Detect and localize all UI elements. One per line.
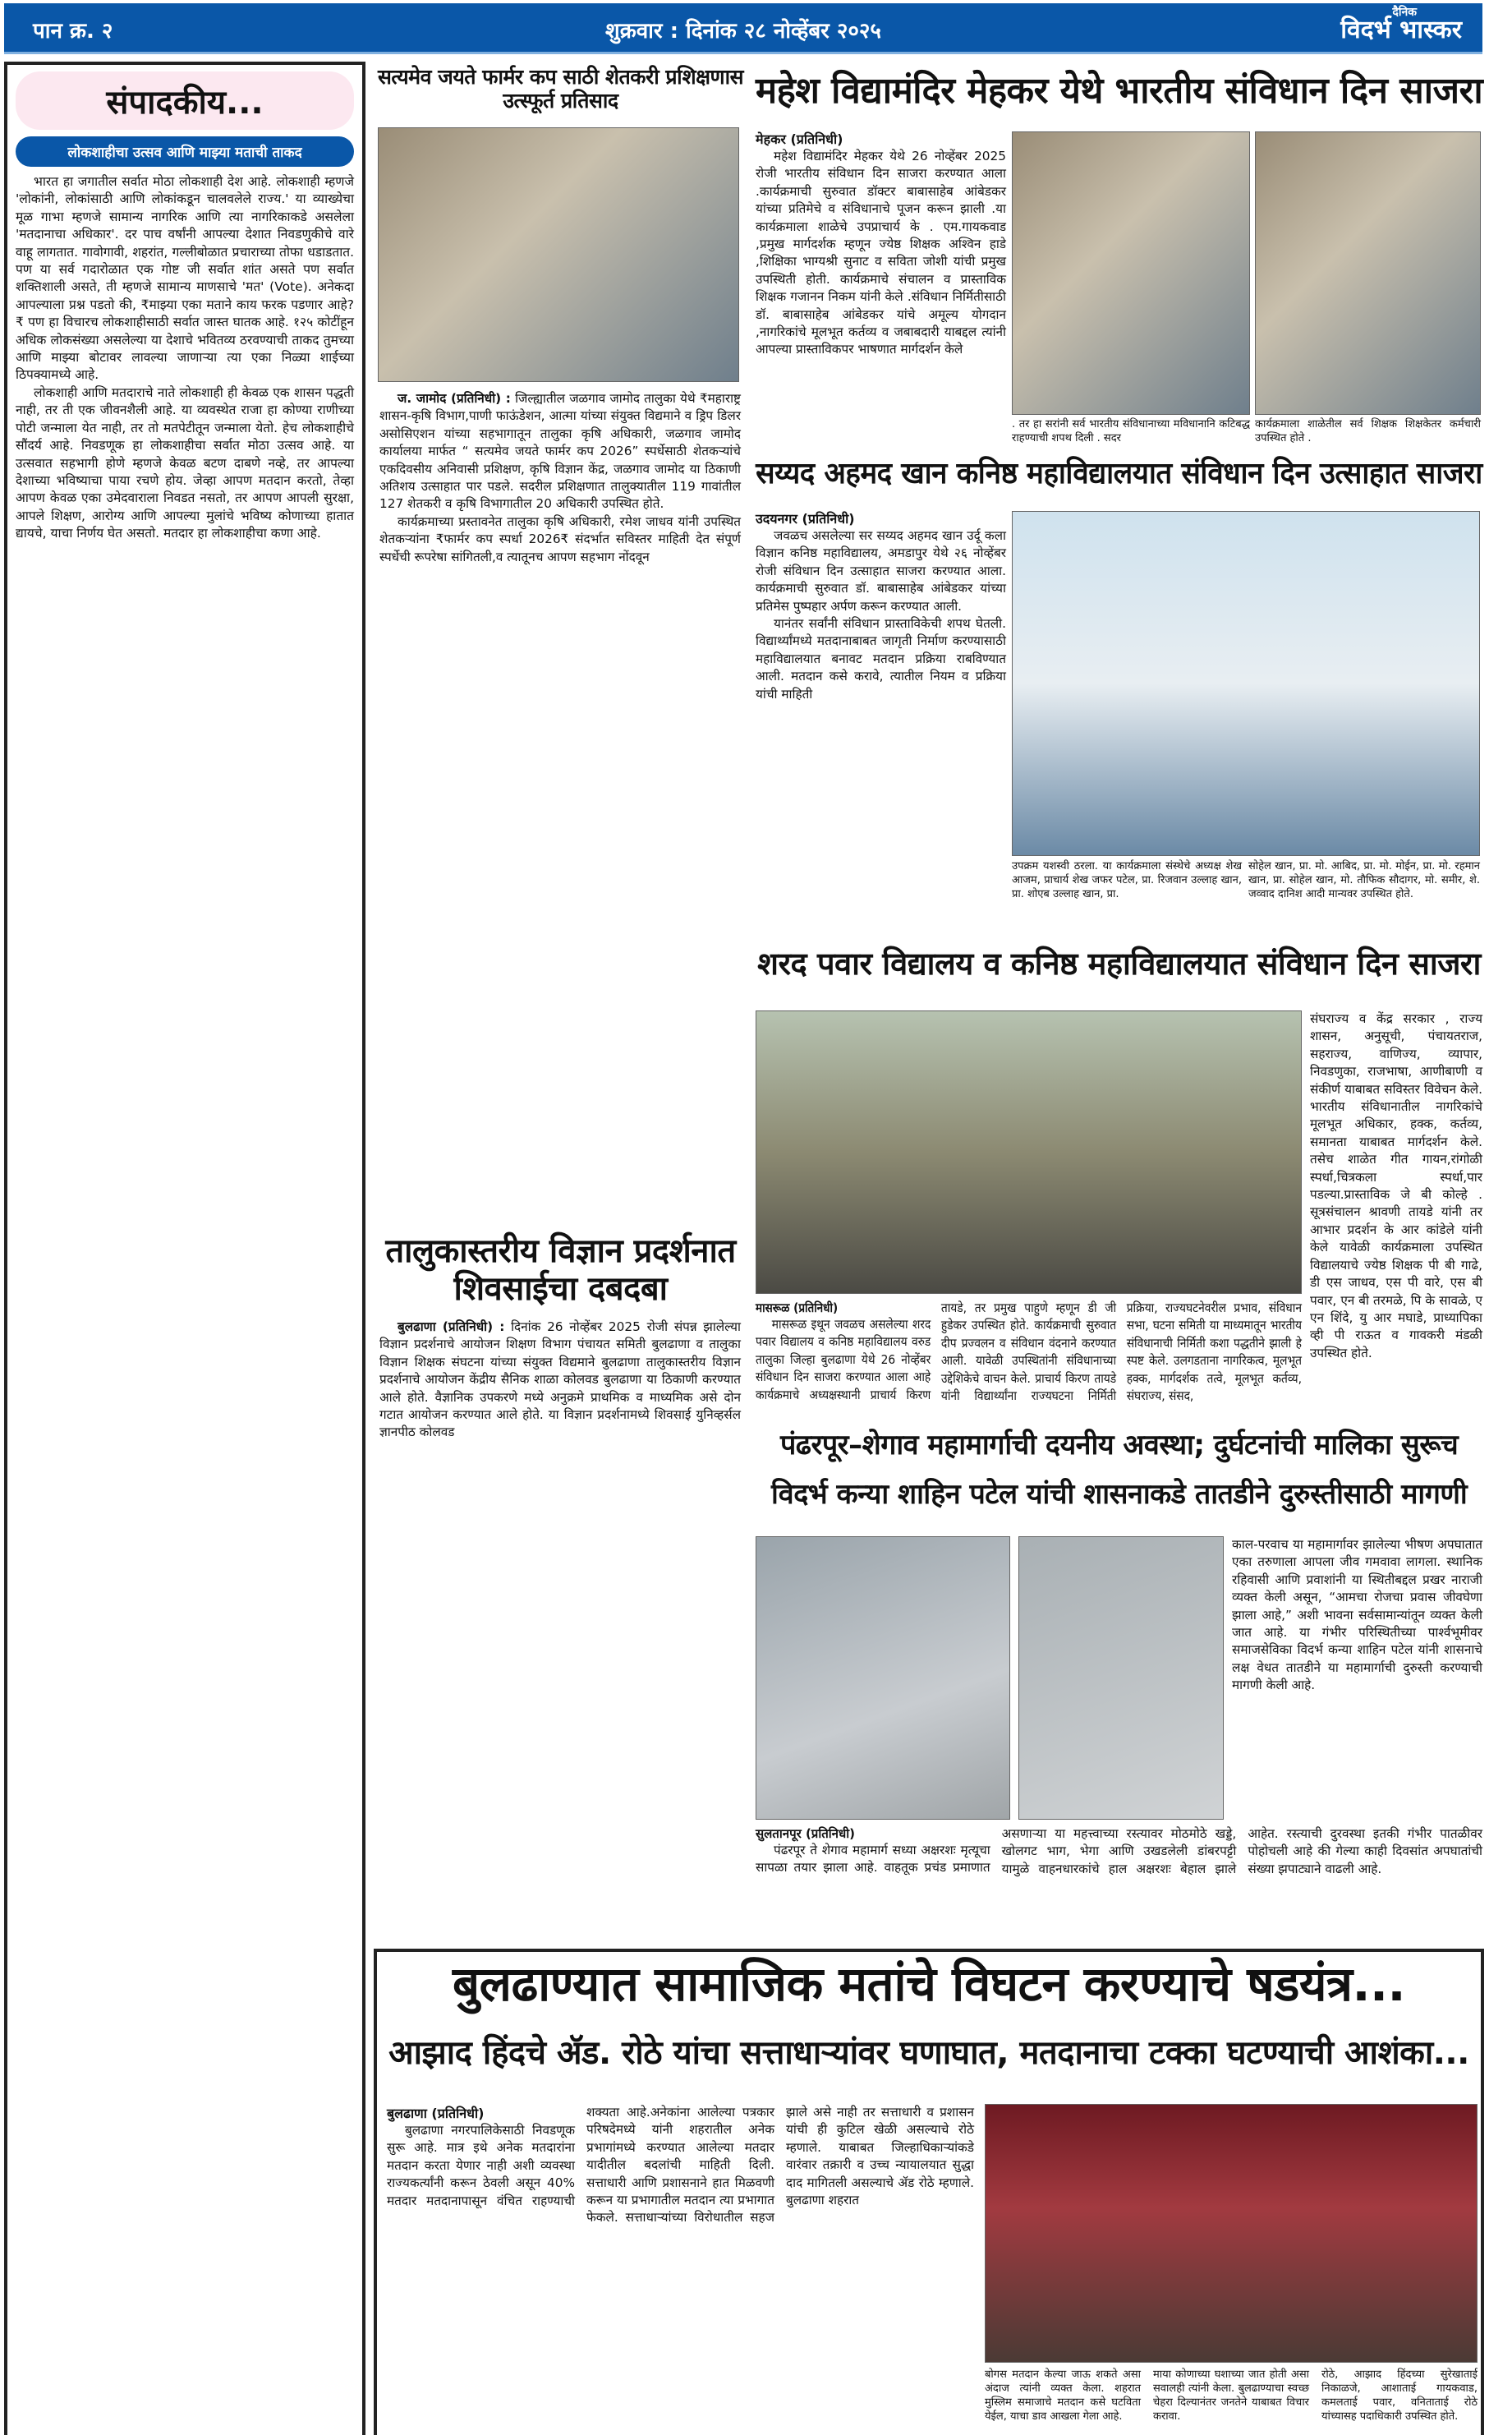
highway-photo-2 — [1018, 1536, 1224, 1820]
pandharpur-side-text: काल-परवाच या महामार्गावर झालेल्या भीषण अपघातात एका तरुणाला आपला जीव गमवावा लागला. स्थानिक रहिवासी आणि प्रवाशांनी या स्थितीबद्दल प्रखर नाराजी व्यक्त केली असून, “आमचा रोजचा प्रवास जीवघेणा झाला आहे,” अशी भावना सर्वसामान्यांतून व्यक्त केली जात आहे. या गंभीर परिस्थितीच्या पार्श्वभूमीवर समाजसेविका विदर्भ कन्या शाहिन पटेल यांनी शासनाचे लक्ष वेधत तातडीने या महामार्गाची दुरुस्ती करण्याची मागणी केली आहे. — [1232, 1537, 1482, 1693]
syed-caption-1: उपक्रम यशस्वी ठरला. या कार्यक्रमाला संस्थेचे अध्यक्ष शेख आजम, प्राचार्य शेख जफर पटेल, प्रा. रिजवान उल्लाह खान, प्रा. शोएब उल्लाह खान, प्रा. — [1012, 860, 1242, 900]
sharad-headline-box — [756, 946, 1482, 1001]
sharad-headline: शरद पवार विद्यालय व कनिष्ठ महाविद्यालयात संविधान दिन साजरा — [757, 946, 1481, 982]
farmer-article: ज. जामोद (प्रतिनिधी) : जिल्ह्यातील जळगाव जामोद तालुका येथे ₹महाराष्ट्र शासन-कृषि विभाग,पाणी फाऊंडेशन, आत्मा यांच्या संयुक्त विद्यमाने व ड्रिप डिलर असोसिएशन यांच्या सहभागातून तालुका कृषि अधिकारी, जळगाव जामोद कार्यालया मार्फत “ सत्यमेव जयते फार्मर कप 2026” स्पर्धेसाठी शेतकऱ्यांचे एकदिवसीय अनिवासी प्रशिक्षण, कृषि विज्ञान केंद्र, जळगाव जामोद या ठिकाणी अतिशय उत्साहात पार पडले. सदरील प्रशिक्षणात तालुक्यातील 119 गावांतील 127 शेतकरी व कृषि विभागातील 20 अधिकारी उपस्थित होते. कार्यक्रमाच्या प्रस्तावनेत तालुका कृषि अधिकारी, रमेश जाधव यांनी उपस्थित शेतकऱ्यांना ₹फार्मर कप स्पर्धा 2026₹ संदर्भात सविस्तर माहिती देत संपूर्ण स्पर्धेची रूपरेषा सांगितली,व त्यातूनच आपण सहभाग नोंदवून — [379, 391, 741, 564]
syed-caption-2-box — [1248, 859, 1480, 938]
page-number: पान क्र. २ — [33, 19, 113, 44]
editorial-title: संपादकीय... — [16, 71, 354, 130]
sharad-side-text: संघराज्य व केंद्र सरकार , राज्य शासन, अनुसूची, पंचायतराज, सहराज्य, वाणिज्य, व्यापार, निवडणुका, राजभाषा, आणीबाणी व संकीर्ण याबाबत सविस्तर विवेचन केले. भारतीय संविधानातील नागरिकांचे मूलभूत अधिकार, हक्क, कर्तव्य, समानता याबाबत मार्गदर्शन केले. तसेच शाळेत गीत गायन,रांगोळी स्पर्धा,चित्रकला स्पर्धा,पार पडल्या.प्रास्ताविक जे बी कोल्हे . सूत्रसंचालन श्रावणी तायडे यांनी तर आभार प्रदर्शन के आर कांडेले यांनी केले यावेळी कार्यक्रमाला उपस्थित विद्यालयाचे ज्येष्ठ शिक्षक पी बी गाढे, डी एस जाधव, एस पी वारे, एस बी पवार, एन बी तरमळे, पि के सावळे, ए एन शिंदे, यु आर मघाडे, प्राध्यापिका व्ही पी राऊत व गावकरी मंडळी उपस्थित होते. — [1310, 1011, 1482, 1360]
science-article: बुलढाणा (प्रतिनिधी) : दिनांक 26 नोव्हेंबर 2025 रोजी संपन्न झालेल्या विज्ञान प्रदर्शनाचे आयोजन शिक्षण विभाग पंचायत समिती बुलढाणा व तालुका विज्ञान शिक्षक संघटना यांच्या संयुक्त विद्यमाने बुलढाणा तालुकास्तरीय विज्ञान प्रदर्शनाचे आयोजन केंद्रीय सैनिक शाळा कोलवड बुलढाणा या ठिकाणी करण्यात आले होते. वैज्ञानिक उपकरणे मध्ये अनुक्रमे प्राथमिक व माध्यमिक असे दोन गटात आयोजन करण्यात आले होते. या विज्ञान प्रदर्शनामध्ये शिवसाई युनिव्हर्सल ज्ञानपीठ कोलवड — [379, 1319, 741, 1440]
pandharpur-headline-2-box — [756, 1479, 1482, 1521]
buldhana-caption-2-box — [1153, 2368, 1309, 2432]
buldhana-caption-3: रोठे, आझाद हिंदच्या सुरेखाताई निकाळजे, आशाताई गायकवाड, कमलताई पवार, वनिताताई रोठे यांच्यासह पदाधिकारी उपस्थित होते. — [1321, 2368, 1478, 2423]
science-headline: तालुकास्तरीय विज्ञान प्रदर्शनात शिवसाईचा दबदबा — [385, 1232, 736, 1308]
mahesh-headline-box — [756, 71, 1482, 120]
mahesh-caption-2-box — [1255, 417, 1481, 452]
issue-date: शुक्रवार : दिनांक २८ नोव्हेंबर २०२५ — [605, 19, 881, 44]
science-headline-box — [378, 1232, 743, 1313]
buldhana-caption-3-box — [1321, 2368, 1478, 2432]
syed-caption-1-box — [1012, 859, 1242, 938]
press-conference-photo — [985, 2104, 1478, 2363]
pandharpur-headline-2: विदर्भ कन्या शाहिन पटेल यांची शासनाकडे तातडीने दुरुस्तीसाठी मागणी — [771, 1478, 1468, 1511]
pandharpur-headline-1: पंढरपूर–शेगाव महामार्गाची दयनीय अवस्था; दुर्घटनांची मालिका सुरूच — [780, 1429, 1459, 1461]
buldhana-article: बुलढाणा (प्रतिनिधी) बुलढाणा नगरपालिकेसाठी निवडणूक सुरू आहे. मात्र इथे अनेक मतदारांना मतदान करता येणार नाही अशी व्यवस्था राज्यकर्त्यांनी करून ठेवली असून 40% मतदार मतदानापासून वंचित राहण्याची शक्यता आहे.अनेकांना आलेल्या पत्रकार परिषदेमध्ये यांनी शहरातील अनेक प्रभागांमध्ये करण्यात आलेल्या मतदार यादीतील बदलांची माहिती दिली. सत्ताधारी आणि प्रशासनाने हात मिळवणी करून या प्रभागातील मतदान त्या प्रभागात फेकले. सत्ताधाऱ्यांच्या विरोधातील सहज झाले असे नाही तर सत्ताधारी व प्रशासन यांची ही कुटिल खेळी असल्याचे रोठे म्हणाले. याबाबत जिल्हाधिकाऱ्यांकडे वारंवार तक्रारी व उच्च न्यायालयात सुद्धा दाद मागितली असल्याचे ॲड रोठे म्हणाले. बुलढाणा शहरात — [387, 2105, 974, 2226]
syed-caption-2: सोहेल खान, प्रा. मो. आबिद, प्रा. मो. मोईन, प्रा. मो. रहमान खान, प्रा. सोहेल खान, मो. तौफिक सौदागर, मो. समीर, शे. जव्वाद दानिश आदी मान्यवर उपस्थित होते. — [1248, 860, 1480, 900]
syed-photo — [1012, 511, 1480, 856]
syed-article: उदयनगर (प्रतिनिधी) जवळच असलेल्या सर सय्यद अहमद खान उर्दू कला विज्ञान कनिष्ठ महाविद्यालय, अमडापुर येथे २६ नोव्हेंबर रोजी संविधान दिन उत्साहात साजरा करण्यात आला. कार्यक्रमाची सुरुवात डॉ. बाबासाहेब आंबेडकर यांच्या प्रतिमेस पुष्पहार अर्पण करून करण्यात आली. यानंतर सर्वांनी संविधान प्रास्ताविकेची शपथ घेतली. विद्यार्थ्यांमध्ये मतदानाबाबत जागृती निर्माण करण्यासाठी महाविद्यालयात बनावट मतदान प्रक्रिया राबविण्यात आली. मतदान कसे करावे, त्यातील नियम व प्रक्रिया यांची माहिती — [756, 511, 1006, 702]
highway-photo — [756, 1536, 1010, 1820]
masthead-bar — [4, 3, 1482, 54]
mahesh-headline: महेश विद्यामंदिर मेहकर येथे भारतीय संविधान दिन साजरा — [756, 70, 1483, 112]
farmer-headline: सत्यमेव जयते फार्मर कप साठी शेतकरी प्रशिक्षणास उत्स्फूर्त प्रतिसाद — [378, 65, 743, 113]
mahesh-caption-1-box — [1012, 417, 1250, 452]
buldhana-headline-2: आझाद हिंदचे ॲड. रोठे यांचा सत्ताधाऱ्यांवर घणाघात, मतदानाचा टक्का घटण्याची आशंका... — [388, 2034, 1469, 2072]
syed-headline: सय्यद अहमद खान कनिष्ठ महाविद्यालयात संविधान दिन उत्साहात साजरा — [756, 457, 1482, 490]
newspaper-logo: दैनिक विदर्भ भास्कर — [1340, 6, 1462, 44]
buldhana-caption-1: बोगस मतदान केल्या जाऊ शकते असा अंदाज त्यांनी व्यक्त केला. शहरात मुस्लिम समाजाचे मतदान कसे घटविता येईल, याचा डाव आखला गेला आहे. — [985, 2368, 1141, 2423]
sharad-photo — [756, 1010, 1302, 1294]
pandharpur-article: सुलतानपूर (प्रतिनिधी) पंढरपूर ते शेगाव महामार्ग सध्या अक्षरशः मृत्यूचा सापळा तयार झाला आहे. वाहतूक प्रचंड प्रमाणात असणाऱ्या या महत्त्वाच्या रस्त्यावर मोठमोठे खड्डे, खोलगट भाग, भेगा आणि उखडलेली डांबरपट्टी यामुळे वाहनधारकांचे हाल अक्षरशः बेहाल झाले आहेत. रस्त्याची दुरवस्था इतकी गंभीर पातळीवर पोहोचली आहे की गेल्या काही दिवसांत अपघातांची संख्या झपाट्याने वाढली आहे. — [756, 1826, 1482, 1876]
editorial-subtitle: लोकशाहीचा उत्सव आणि माझ्या मताची ताकद — [16, 136, 354, 167]
farmer-training-photo — [378, 127, 739, 382]
editorial-column — [4, 62, 365, 2435]
editorial-para: भारत हा जगातील सर्वात मोठा लोकशाही देश आहे. लोकशाही म्हणजे 'लोकांनी, लोकांसाठी आणि लोकांकडून चालवलेले राज्य.' या व्याख्येचा मूळ गाभा म्हणजे सामान्य नागरिक आणि त्या नागरिकाकडे असलेला 'मतदानाचा अधिकार'. दर पाच वर्षांनी आपल्या देशात निवडणुकीचे वारे वाहू लागतात. गावोगावी, शहरांत, गल्लीबोळात प्रचाराच्या तोफा धडाडतात. पण या सर्व गदारोळात एक गोष्ट जी सर्वात शांत असते पण सर्वात शक्तिशाली असते, ती म्हणजे सामान्य माणसाचे 'मत' (Vote). अनेकदा आपल्याला प्रश्न पडतो की, ₹माझ्या एका मताने काय फरक पडणार आहे?₹ पण हा विचारच लोकशाहीसाठी सर्वात जास्त घातक आहे. १२५ कोटींहून अधिक लोकसंख्या असलेल्या या देशाचे भवितव्य ठरवण्याची ताकद तुमच्या आणि माझ्या बोटावर लावल्या जाणाऱ्या त्या एका निळ्या शाईच्या ठिपक्यामध्ये आहे. — [16, 174, 354, 383]
buldhana-caption-2: माया कोणाच्या घशाच्या जात होती असा सवालही त्यांनी केला. बुलढाण्याचा स्वच्छ चेहरा दिल्यानंतर जनतेने याबाबत विचार करावा. — [1153, 2368, 1309, 2423]
editorial-para: लोकशाही आणि मतदाराचे नाते लोकशाही ही केवळ एक शासन पद्धती नाही, तर ती एक जीवनशैली आहे. या व्यवस्थेत राजा हा कोण्या राणीच्या पोटी जन्माला येत नाही, तर तो मतपेटीतून जन्माला येतो. हेच लोकशाहीचे सौंदर्य आहे. निवडणूक हा लोकशाहीचा सर्वात मोठा उत्सव आहे. या उत्सवात सहभागी होणे म्हणजे केवळ बटण दाबणे नव्हे, तर आपल्या देशाच्या भविष्याचा पाया रचणे होय. जेव्हा आपण मतदान करतो, तेव्हा आपण केवळ एका उमेदवाराला निवडत नसतो, तर आपण आपली सुरक्षा, आपले शिक्षण, आरोग्य आणि आपल्या मुलांचे भविष्य कोणाच्या हातात द्यायचे, याचा निर्णय घेत असतो. मतदार हा लोकशाहीचा कणा आहे. — [16, 384, 354, 541]
buldhana-headline-2-box — [384, 2034, 1474, 2083]
syed-headline-box — [756, 457, 1482, 503]
mahesh-photo-2 — [1255, 131, 1481, 415]
mahesh-article: मेहकर (प्रतिनिधी) महेश विद्यामंदिर मेहकर येथे 26 नोव्हेंबर 2025 रोजी भारतीय संविधान दिन साजरा करण्यात आला .कार्यक्रमाची सुरुवात डॉक्टर बाबासाहेब आंबेडकर यांच्या प्रतिमेचे व संविधानाचे पूजन करून झाली .या कार्यक्रमाला शाळेचे उपप्राचार्य के . एम.गायकवाड ,प्रमुख मार्गदर्शक म्हणून ज्येष्ठ शिक्षक अश्विन हाडे ,शिक्षिका भाग्यश्री सुनाट व सविता जोशी यांची प्रमुख उपस्थिती होती. कार्यक्रमाचे संचालन व प्रास्ताविक शिक्षक गजानन निकम यांनी केले .संविधान निर्मितीसाठी डॉ. बाबासाहेब आंबेडकर यांचे अमूल्य योगदान ,नागरिकांचे मूलभूत कर्तव्य व जबाबदारी याबद्दल त्यांनी आपल्या प्रास्ताविकपर भाषणात मार्गदर्शन केले — [756, 131, 1006, 357]
mahesh-caption-2: कार्यक्रमाला शाळेतील सर्व शिक्षक शिक्षकेतर कर्मचारी उपस्थित होते . — [1255, 418, 1481, 444]
pandharpur-headline-1-box — [756, 1429, 1482, 1472]
buldhana-caption-1-box — [985, 2368, 1141, 2432]
buldhana-headline-1: बुलढाण्यात सामाजिक मतांचे विघटन करण्याचे षडयंत्र... — [453, 1956, 1406, 2012]
farmer-headline-box — [378, 66, 743, 123]
mahesh-photo-1 — [1012, 131, 1250, 415]
mahesh-caption-1: . तर हा सरांनी सर्व भारतीय संविधानाच्या मविधानानि कटिबद्ध राहण्याची शपथ दिली . सदर — [1012, 418, 1250, 444]
sharad-article: मासरूळ (प्रतिनिधी) मासरूळ इथून जवळच असलेल्या शरद पवार विद्यालय व कनिष्ठ महाविद्यालय वरुड तालुका जिल्हा बुलढाणा येथे 26 नोव्हेंबर संविधान दिन साजरा करण्यात आला आहे कार्यक्रमाचे अध्यक्षस्थानी प्राचार्य किरण तायडे, तर प्रमुख पाहुणे म्हणून डी जी हुडेकर उपस्थित होते. कार्यक्रमाची सुरुवात दीप प्रज्वलन व संविधान वंदनाने करण्यात आली. यावेळी उपस्थितांनी संविधानाच्या उद्देशिकेचे वाचन केले. प्राचार्य किरण तायडे यांनी विद्यार्थ्यांना राज्यघटना निर्मिती प्रक्रिया, राज्यघटनेवरील प्रभाव, संविधान सभा, घटना समिती या माध्यमातून भारतीय संविधानाची निर्मिती कशा पद्धतीने झाली हे स्पष्ट केले. उलगडताना नागरिकत्व, मूलभूत हक्क, मार्गदर्शक तत्वे, मूलभूत कर्तव्य, संघराज्य, संसद, — [756, 1300, 1302, 1404]
buldhana-story-box — [374, 1949, 1484, 2435]
buldhana-headline-1-box — [384, 1957, 1474, 2021]
